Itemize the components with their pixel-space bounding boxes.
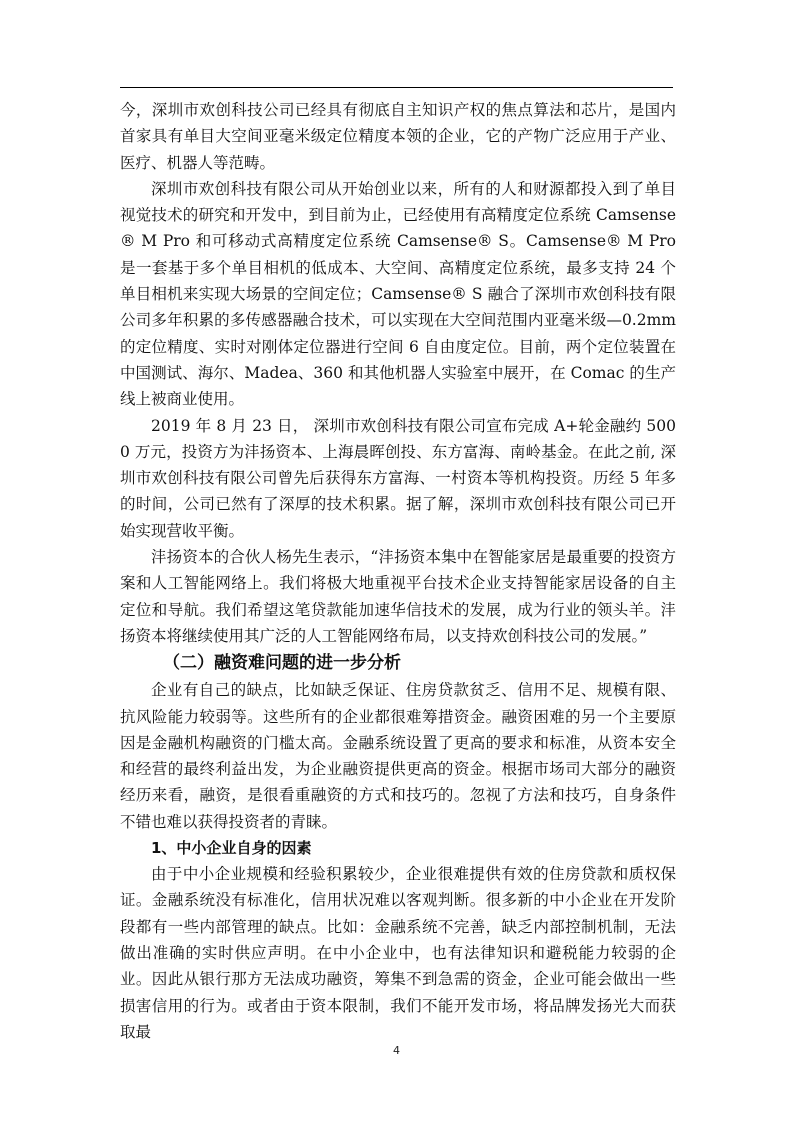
- body-paragraph: 深圳市欢创科技有限公司从开始创业以来，所有的人和财源都投入到了单目视觉技术的研究和开发中，到目前为止，已经使用有高精度定位系统 Camsense® M Pro 和可移动式高精度定位系统 Camsense® S。Camsense® M Pro 是一套基于多个单目相机的低成本、大空间、高精度定位系统，最多支持 24 个单目相机来实现大场景的空间定位；Camsense® S 融合了深圳市欢创科技有限公司多年积累的多传感器融合技术，可以实现在大空间范围内亚毫米级—0.2mm 的定位精度、实时对刚体定位器进行空间 6 自由度定位。目前，两个定位装置在中国测试、海尔、Madea、360 和其他机器人实验室中展开，在 Comac 的生产线上被商业使用。: [120, 179, 676, 409]
- header-rule: [120, 87, 673, 88]
- body-paragraph: 2019 年 8 月 23 日， 深圳市欢创科技有限公司宣布完成 A+轮金融约 5000 万元，投资方为沣扬资本、上海晨晖创投、东方富海、南岭基金。在此之前, 深圳市欢创科技有限公司曾先后获得东方富海、一村资本等机构投资。历经 5 年多的时间，公司已然有了深厚的技术积累。据了解，深圳市欢创科技有限公司已开始实现营收平衡。: [120, 416, 676, 540]
- subsection-heading: 1、中小企业自身的因素: [151, 839, 312, 858]
- page-number: 4: [393, 1044, 400, 1057]
- section-heading: （二）融资难问题的进一步分析: [163, 653, 401, 674]
- body-paragraph: 企业有自己的缺点，比如缺乏保证、住房贷款贫乏、信用不足、规模有限、抗风险能力较弱等。这些所有的企业都很难筹措资金。融资困难的另一个主要原因是金融机构融资的门槛太高。金融系统设置了更高的要求和标准，从资本安全和经营的最终利益出发，为企业融资提供更高的资金。根据市场司大部分的融资经历来看，融资，是很看重融资的方式和技巧的。忽视了方法和技巧，自身条件不错也难以获得投资者的青睐。: [120, 681, 676, 831]
- body-paragraph: 今，深圳市欢创科技公司已经具有彻底自主知识产权的焦点算法和芯片，是国内首家具有单目大空间亚毫米级定位精度本领的企业，它的产物广泛应用于产业、医疗、机器人等范畴。: [120, 101, 676, 172]
- body-paragraph: 沣扬资本的合伙人杨先生表示，“沣扬资本集中在智能家居是最重要的投资方案和人工智能网络上。我们将极大地重视平台技术企业支持智能家居设备的自主定位和导航。我们希望这笔贷款能加速华信技术的发展，成为行业的领头羊。沣扬资本将继续使用其广泛的人工智能网络布局，以支持欢创科技公司的发展。”: [120, 548, 676, 645]
- page-body: [120, 97, 676, 1045]
- body-paragraph: 由于中小企业规模和经验积累较少，企业很难提供有效的住房贷款和质权保证。金融系统没有标准化，信用状况难以客观判断。很多新的中小企业在开发阶段都有一些内部管理的缺点。比如：金融系统不完善，缺乏内部控制机制，无法做出准确的实时供应声明。在中小企业中，也有法律知识和避税能力较弱的企业。因此从银行那方无法成功融资，筹集不到急需的资金，企业可能会做出一些损害信用的行为。或者由于资本限制，我们不能开发市场，将品牌发扬光大而获取最: [120, 865, 676, 1041]
